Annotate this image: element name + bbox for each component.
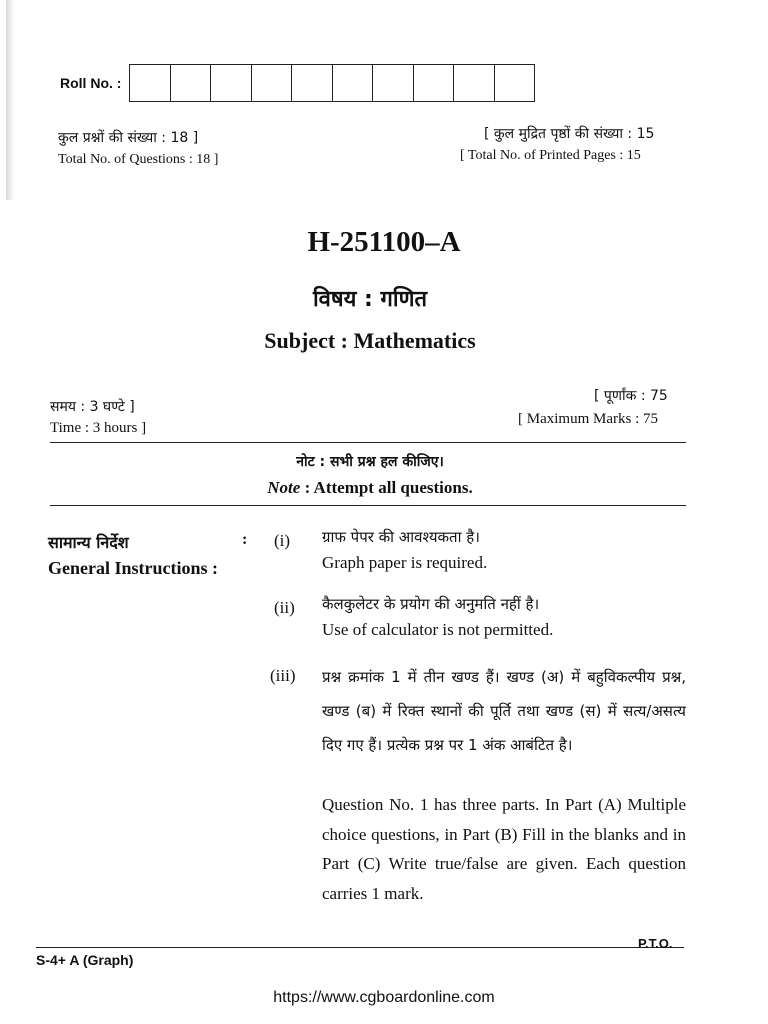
roll-number-box [252, 65, 293, 101]
printed-pages-hindi: [ कुल मुद्रित पृष्ठों की संख्या : 15 [484, 126, 655, 142]
printed-pages-english: [ Total No. of Printed Pages : 15 [460, 148, 641, 163]
roll-number-row [60, 64, 535, 102]
footer-divider [36, 947, 684, 948]
total-questions-hindi: कुल प्रश्नों की संख्या : 18 ] [58, 130, 199, 146]
general-instructions-colon: : [242, 531, 248, 548]
roll-number-box [495, 65, 535, 101]
instruction-english: Graph paper is required. [322, 553, 488, 572]
time-hindi: समय : 3 घण्टे ] [50, 399, 135, 415]
paper-code: H-251100–A [307, 226, 461, 258]
note-english [0, 478, 740, 498]
time-english: Time : 3 hours ] [50, 420, 147, 436]
instruction-number: (iii) [270, 666, 296, 685]
instruction-number: (i) [274, 531, 291, 550]
roll-number-box [333, 65, 374, 101]
roll-number-box [373, 65, 414, 101]
subject-english: Subject : Mathematics [264, 328, 476, 353]
roll-number-label: Roll No. : [60, 75, 122, 91]
instruction-english: Question No. 1 has three parts. In Part (A) Multiple choice questions, in Part (B) Fill in the blanks and in Part (C) Write true/false are given. Each question carries 1 mark. [322, 795, 686, 903]
footer-code: S-4+ A (Graph) [36, 952, 134, 968]
instruction-hindi: कैलकुलेटर के प्रयोग की अनुमति नहीं है। [322, 595, 540, 613]
note-text: : Attempt all questions. [300, 478, 473, 497]
roll-number-box [454, 65, 495, 101]
page-scan-edge [6, 0, 14, 200]
roll-number-box [414, 65, 455, 101]
instruction-number: (ii) [274, 598, 295, 617]
note-label: Note [267, 478, 301, 497]
source-url-link[interactable]: https://www.cgboardonline.com [273, 989, 495, 1006]
instruction-hindi: ग्राफ पेपर की आवश्यकता है। [322, 528, 480, 546]
general-instructions-english: General Instructions : [48, 558, 218, 578]
instruction-hindi: प्रश्न क्रमांक 1 में तीन खण्ड हैं। खण्ड (अ) में बहुविकल्पीय प्रश्न, खण्ड (ब) में रिक्त स्थानों की पूर्ति तथा खण्ड (स) में सत्य/असत्य दिए गए हैं। प्रत्येक प्रश्न पर 1 अंक आबंटित है। [322, 668, 686, 754]
max-marks-english: [ Maximum Marks : 75 [518, 411, 658, 427]
roll-number-boxes [129, 64, 535, 102]
roll-number-box [171, 65, 212, 101]
instruction-english: Use of calculator is not permitted. [322, 620, 554, 639]
note-hindi: नोट : सभी प्रश्न हल कीजिए। [296, 454, 444, 470]
roll-number-box [130, 65, 171, 101]
pto-label: P.T.O. [638, 936, 673, 951]
general-instructions-hindi: सामान्य निर्देश [48, 533, 129, 552]
divider-bottom [50, 505, 686, 506]
roll-number-box [292, 65, 333, 101]
total-questions-english: Total No. of Questions : 18 ] [58, 152, 219, 167]
max-marks-hindi: [ पूर्णांक : 75 [594, 388, 668, 404]
subject-hindi: विषय : गणित [312, 287, 428, 312]
divider-top [50, 442, 686, 443]
roll-number-box [211, 65, 252, 101]
